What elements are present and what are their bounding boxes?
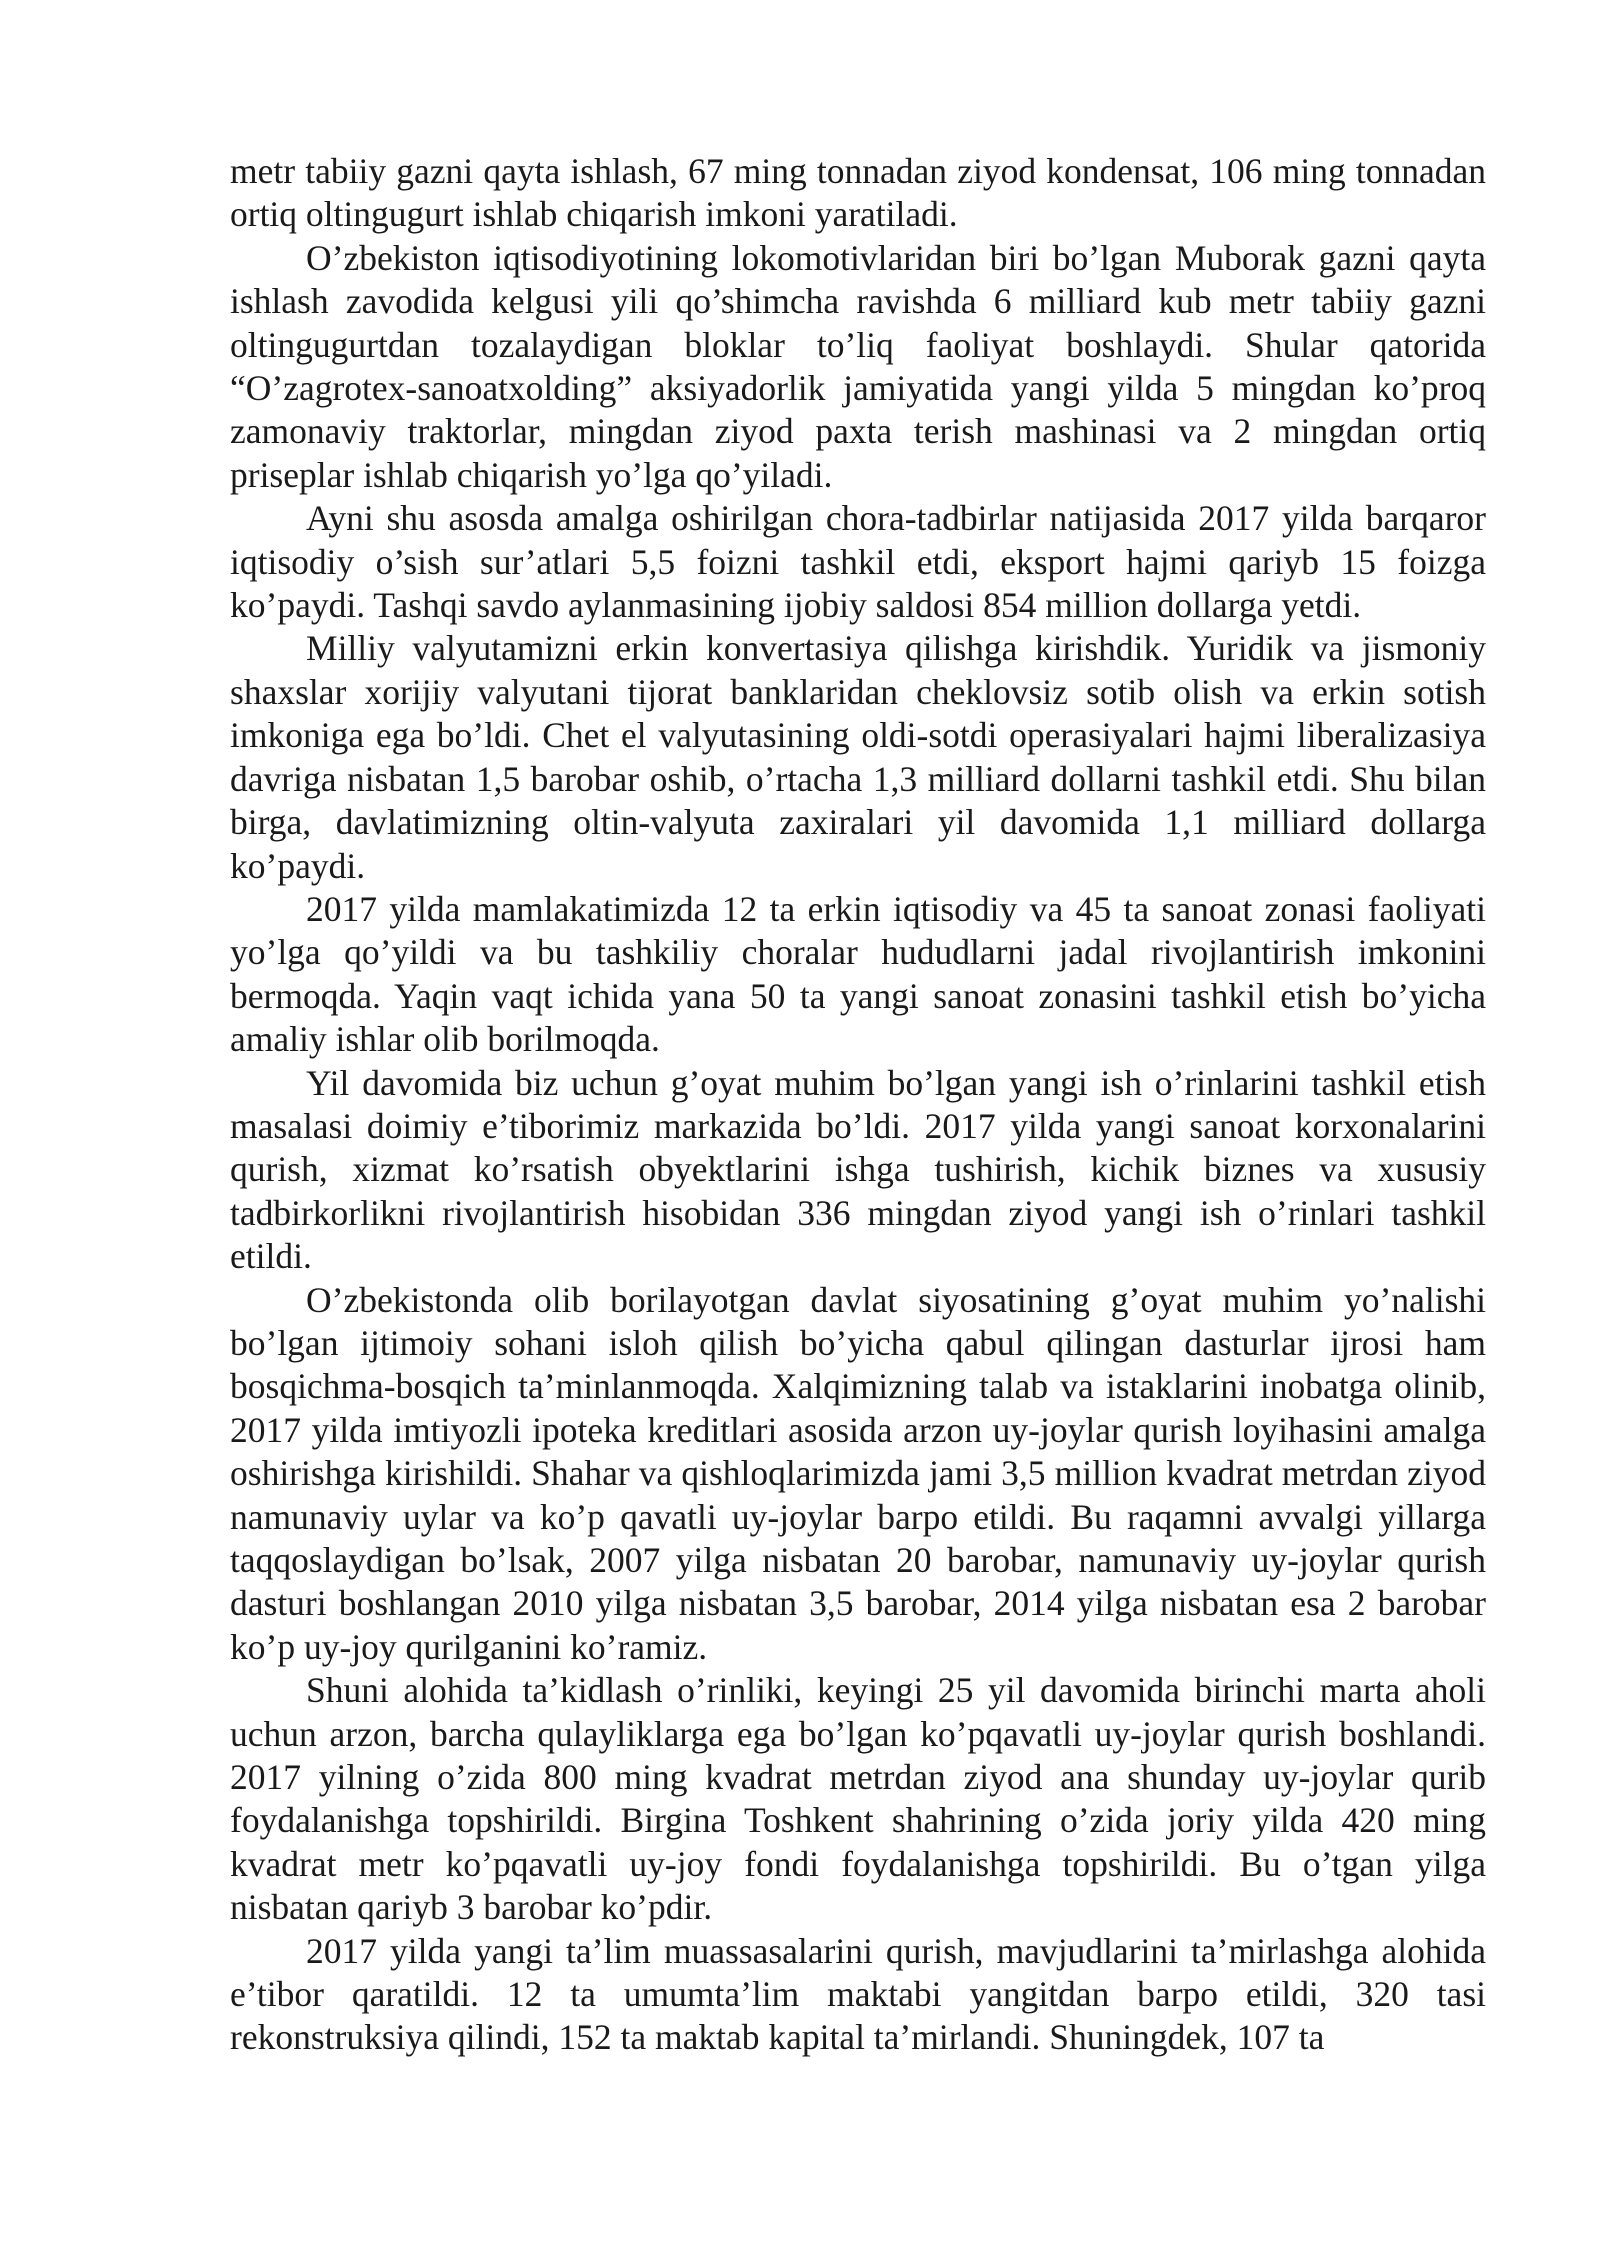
paragraph-9: 2017 yilda yangi ta’lim muassasalarini qurish, mavjudlarini ta’mirlashga alohida e’tibor qaratildi. 12 ta umumta’lim maktabi yangitdan barpo etildi, 320 tasi rekonstruksiya qilindi, 152 ta maktab kapital ta’mirlandi. Shuningdek, 107 ta — [230, 1930, 1486, 2058]
paragraph-4: Milliy valyutamizni erkin konvertasiya qilishga kirishdik. Yuridik va jismoniy shaxslar xorijiy valyutani tijorat banklaridan cheklovsiz sotib olish va erkin sotish imkoniga ega bo’ldi. Chet el valyutasining oldi-sotdi operasiyalari hajmi liberalizasiya davriga nisbatan 1,5 barobar oshib, o’rtacha 1,3 milliard dollarni tashkil etdi. Shu bilan birga, davlatimizning oltin-valyuta zaxiralari yil davomida 1,1 milliard dollarga ko’paydi. — [230, 628, 1486, 886]
paragraph-6: Yil davomida biz uchun g’oyat muhim bo’lgan yangi ish o’rinlarini tashkil etish masalasi doimiy e’tiborimiz markazida bo’ldi. 2017 yilda yangi sanoat korxonalarini qurish, xizmat ko’rsatish obyektlarini ishga tushirish, kichik biznes va xususiy tadbirkorlikni rivojlantirish hisobidan 336 mingdan ziyod yangi ish o’rinlari tashkil etildi. — [230, 1062, 1486, 1277]
paragraph-5: 2017 yilda mamlakatimizda 12 ta erkin iqtisodiy va 45 ta sanoat zonasi faoliyati yo’lga qo’yildi va bu tashkiliy choralar hududlarni jadal rivojlantirish imkonini bermoqda. Yaqin vaqt ichida yana 50 ta yangi sanoat zonasini tashkil etish bo’yicha amaliy ishlar olib borilmoqda. — [230, 888, 1486, 1060]
paragraph-3: Ayni shu asosda amalga oshirilgan chora-tadbirlar natijasida 2017 yilda barqaror iqtisodiy o’sish sur’atlari 5,5 foizni tashkil etdi, eksport hajmi qariyb 15 foizga ko’paydi. Tashqi savdo aylanmasining ijobiy saldosi 854 million dollarga yetdi. — [230, 498, 1486, 626]
document-page — [230, 150, 1486, 2060]
paragraph-1: metr tabiiy gazni qayta ishlash, 67 ming tonnadan ziyod kondensat, 106 ming tonnadan ortiq oltingugurt ishlab chiqarish imkoni yaratiladi. — [230, 151, 1486, 235]
paragraph-2: O’zbekiston iqtisodiyotining lokomotivlaridan biri bo’lgan Muborak gazni qayta ishlash zavodida kelgusi yili qo’shimcha ravishda 6 milliard kub metr tabiiy gazni oltingugurtdan tozalaydigan bloklar to’liq faoliyat boshlaydi. Shular qatorida “O’zagrotex-sanoatxolding” aksiyadorlik jamiyatida yangi yilda 5 mingdan ko’proq zamonaviy traktorlar, mingdan ziyod paxta terish mashinasi va 2 mingdan ortiq priseplar ishlab chiqarish yo’lga qo’yiladi. — [230, 237, 1486, 495]
paragraph-8: Shuni alohida ta’kidlash o’rinliki, keyingi 25 yil davomida birinchi marta aholi uchun arzon, barcha qulayliklarga ega bo’lgan ko’pqavatli uy-joylar qurish boshlandi. 2017 yilning o’zida 800 ming kvadrat metrdan ziyod ana shunday uy-joylar qurib foydalanishga topshirildi. Birgina Toshkent shahrining o’zida joriy yilda 420 ming kvadrat metr ko’pqavatli uy-joy fondi foydalanishga topshirildi. Bu o’tgan yilga nisbatan qariyb 3 barobar ko’pdir. — [230, 1670, 1486, 1928]
paragraph-7: O’zbekistonda olib borilayotgan davlat siyosatining g’oyat muhim yo’nalishi bo’lgan ijtimoiy sohani isloh qilish bo’yicha qabul qilingan dasturlar ijrosi ham bosqichma-bosqich ta’minlanmoqda. Xalqimizning talab va istaklarini inobatga olinib, 2017 yilda imtiyozli ipoteka kreditlari asosida arzon uy-joylar qurish loyihasini amalga oshirishga kirishildi. Shahar va qishloqlarimizda jami 3,5 million kvadrat metrdan ziyod namunaviy uylar va ko’p qavatli uy-joylar barpo etildi. Bu raqamni avvalgi yillarga taqqoslaydigan bo’lsak, 2007 yilga nisbatan 20 barobar, namunaviy uy-joylar qurish dasturi boshlangan 2010 yilga nisbatan 3,5 barobar, 2014 yilga nisbatan esa 2 barobar ko’p uy-joy qurilganini ko’ramiz. — [230, 1279, 1486, 1667]
